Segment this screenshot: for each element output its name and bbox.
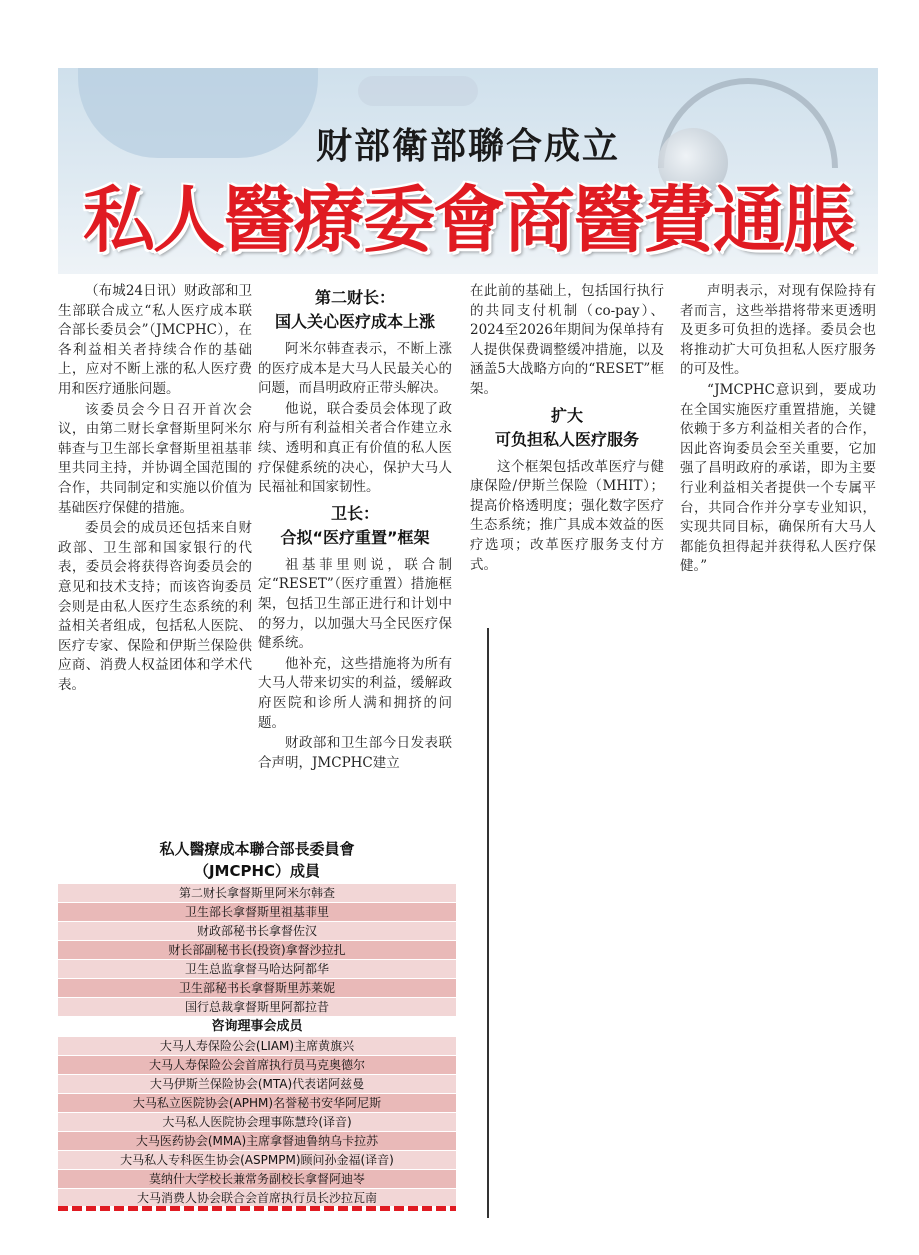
subheading-health-minister: 卫长： 合拟“医疗重置”框架 bbox=[280, 503, 430, 547]
advisory-heading: 咨询理事会成员 bbox=[58, 1017, 456, 1037]
subheading-expand-affordable-care: 扩大 可负担私人医疗服务 bbox=[494, 405, 639, 449]
members-table bbox=[58, 884, 456, 1208]
pill-image bbox=[358, 76, 478, 106]
column-divider bbox=[487, 628, 489, 1218]
article-paragraph: （布城24日讯）财政部和卫生部联合成立“私人医疗成本联合部长委员会”（JMCPHC），在各利益相关者持续合作的基础上，应对不断上涨的私人医疗费用和医疗通胀问题。 bbox=[58, 283, 252, 397]
decorative-stripe bbox=[58, 1206, 456, 1211]
article-paragraph: 委员会的成员还包括来自财政部、卫生部和国家银行的代表，委员会将获得咨询委员会的意见和技术支持；而该咨询委员会则是由私人医疗生态系统的利益相关者组成，包括私人医院、医疗专家、保险和伊斯兰保险供应商、消费人权益团体和学术代表。 bbox=[58, 520, 252, 693]
table-row: 大马消费人协会联合会首席执行员长沙拉瓦南 bbox=[58, 1189, 456, 1208]
table-row: 大马私立医院协会(APHM)名誉秘书安华阿尼斯 bbox=[58, 1094, 456, 1113]
article-paragraph: 财政部和卫生部今日发表联合声明，JMCPHC建立 bbox=[258, 735, 452, 771]
article-paragraph: 该委员会今日召开首次会议，由第二财长拿督斯里阿米尔韩查与卫生部长拿督斯里祖基菲里共同主持，并协调全国范围的合作，共同制定和实施以价值为基础医疗保健的措施。 bbox=[58, 401, 252, 516]
table-row: 财长部副秘书长(投资)拿督沙拉扎 bbox=[58, 941, 456, 960]
table-row: 大马伊斯兰保险协会(MTA)代表诺阿兹曼 bbox=[58, 1075, 456, 1094]
article-paragraph: 这个框架包括改革医疗与健康保险/伊斯兰保险（MHIT）；提高价格透明度；强化数字医疗生态系统；推广具成本效益的医疗选项；改革医疗服务支付方式。 bbox=[470, 458, 664, 573]
article-paragraph: “JMCPHC意识到，要成功在全国实施医疗重置措施，关键依赖于多方利益相关者的合作，因此咨询委员会至关重要，它加强了昌明政府的承诺，即为主要行业利益相关者提供一个专属平台，共同合作并分享专业知识，实现共同目标，确保所有大马人都能负担得起并获得私人医疗保健。” bbox=[680, 381, 876, 575]
table-row: 卫生部长拿督斯里祖基菲里 bbox=[58, 903, 456, 922]
table-row: 卫生部秘书长拿督斯里苏莱妮 bbox=[58, 979, 456, 998]
article-paragraph: 阿米尔韩查表示，不断上涨的医疗成本是大马人民最关心的问题，而昌明政府正带头解决。 bbox=[258, 341, 452, 397]
subheading-second-finance-minister: 第二财长： 国人关心医疗成本上涨 bbox=[274, 288, 435, 331]
table-row: 大马人寿保险公会(LIAM)主席黄旗兴 bbox=[58, 1037, 456, 1056]
article-paragraph: 声明表示，对现有保险持有者而言，这些举措将带来更透明及更多可负担的选择。委员会也将推动扩大可负担私人医疗服务的可及性。 bbox=[680, 283, 876, 378]
article-column-4 bbox=[680, 282, 876, 578]
article-paragraph: 他说，联合委员会体现了政府与所有利益相关者合作建立永续、透明和真正有价值的私人医疗保健系统的决心，保护大马人民福祉和国家韧性。 bbox=[258, 400, 452, 496]
table-row: 大马私人专科医生协会(ASPMPM)顾问孙金福(译音) bbox=[58, 1151, 456, 1170]
article-paragraph: 在此前的基础上，包括国行执行的共同支付机制（co-pay）、2024至2026年期间为保单持有人提供保费调整缓冲措施，以及涵盖5大战略方向的“RESET”框架。 bbox=[470, 283, 664, 397]
table-row: 大马医药协会(MMA)主席拿督迪鲁纳乌卡拉苏 bbox=[58, 1132, 456, 1151]
table-row: 大马私人医院协会理事陈慧玲(译音) bbox=[58, 1113, 456, 1132]
table-row: 财政部秘书长拿督佐汉 bbox=[58, 922, 456, 941]
table-row: 卫生总监拿督马哈达阿都华 bbox=[58, 960, 456, 979]
table-row: 大马人寿保险公会首席执行员马克奥德尔 bbox=[58, 1056, 456, 1075]
article-column-1 bbox=[58, 282, 252, 696]
members-box-title: 私人醫療成本聯合部長委員會 （JMCPHC）成員 bbox=[159, 840, 355, 880]
table-row: 国行总裁拿督斯里阿都拉昔 bbox=[58, 998, 456, 1017]
article-column-3 bbox=[470, 282, 664, 576]
table-row: 第二财长拿督斯里阿米尔韩查 bbox=[58, 884, 456, 903]
article-paragraph: 他补充，这些措施将为所有大马人带来切实的利益，缓解政府医院和诊所人满和拥挤的问题。 bbox=[258, 655, 452, 731]
article-column-2 bbox=[258, 282, 452, 774]
article-paragraph: 祖基菲里则说，联合制定“RESET”（医疗重置）措施框架，包括卫生部正进行和计划中的努力，以加强大马全民医疗保健系统。 bbox=[258, 556, 452, 652]
main-headline: 私人醫療委會商醫費通脹 bbox=[82, 178, 853, 262]
kicker-headline: 财部衛部聯合成立 bbox=[315, 125, 620, 167]
table-row: 莫纳什大学校长兼常务副校长拿督阿迪岺 bbox=[58, 1170, 456, 1189]
